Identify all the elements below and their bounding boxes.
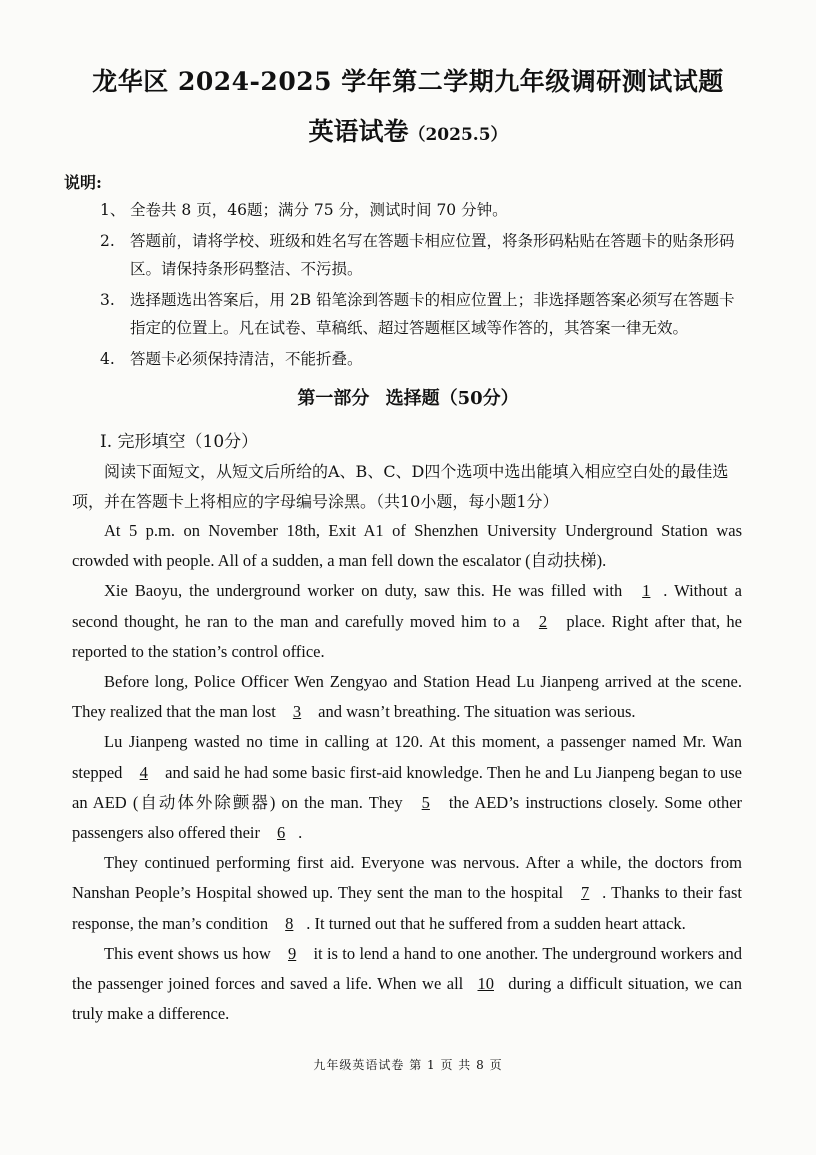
note-item <box>100 286 750 342</box>
page-footer: 九年级英语试卷 第 1 页 共 8 页 <box>313 1058 503 1072</box>
paragraph-3: Before long, Police Officer Wen Zengyao and Station Head Lu Jianpeng arrived at the scene. They realized that the man lost 3 and wasn’t breathing. The situation was serious. <box>72 667 742 727</box>
subject-name: 英语试卷 <box>308 117 409 146</box>
note-item <box>100 196 750 224</box>
note-number: 3. <box>100 291 115 309</box>
note-text: 答题卡必须保持清洁，不能折叠。 <box>130 350 363 368</box>
blank-3: 3 <box>292 702 302 722</box>
blank-4: 4 <box>139 762 148 782</box>
note-text: 答题前，请将学校、班级和姓名写在答题卡相应位置，将条形码粘贴在答题卡的贴条形码区。请保持条形码整洁、不污损。 <box>130 232 735 278</box>
paragraph-4: Lu Jianpeng wasted no time in calling at 120. At this moment, a passenger named Mr. Wan stepped 4 and said he had some basic first-aid knowledge. Then he and Lu Jianpeng began to use an AED (自动体外除颤器) on the man. They 5 the AED’s instructions closely. Some other passengers also offered their 6 . <box>72 727 742 848</box>
paragraph-5: They continued performing first aid. Everyone was nervous. After a while, the doctors from Nanshan People’s Hospital showed up. They sent the man to the hospital 7 . Thanks to their fast response, the man’s condition 8 . It turned out that he suffered from a sudden heart attack. <box>72 848 742 939</box>
blank-1: 1 <box>642 581 651 601</box>
blank-10: 10 <box>477 974 494 994</box>
section-heading: I. 完形填空（10分） <box>100 432 259 452</box>
part-heading: 第一部分 选择题（50分） <box>297 388 519 409</box>
notes-list <box>100 196 750 376</box>
note-text: 全卷共 8 页，46题；满分 75 分，测试时间 70 分钟。 <box>130 201 508 219</box>
section-instructions: 阅读下面短文，从短文后所给的A、B、C、D四个选项中选出能填入相应空白处的最佳选项，并在答题卡上将相应的字母编号涂黑。（共10小题，每小题1分） <box>72 462 729 511</box>
note-number: 4. <box>100 350 115 368</box>
paragraph-1: At 5 p.m. on November 18th, Exit A1 of Shenzhen University Underground Station was crowded with people. All of a sudden, a man fell down the escalator (自动扶梯). <box>72 521 742 571</box>
notes-heading: 说明: <box>64 173 102 192</box>
exam-date: （2025.5） <box>408 125 508 145</box>
note-item <box>100 227 750 283</box>
note-number: 1、 <box>100 201 126 219</box>
exam-title: 龙华区 2024-2025 学年第二学期九年级调研测试试题 <box>92 67 724 96</box>
note-number: 2. <box>100 232 115 250</box>
blank-5: 5 <box>421 792 430 812</box>
blank-2: 2 <box>538 611 548 631</box>
note-item <box>100 345 750 373</box>
blank-8: 8 <box>285 913 294 933</box>
paragraph-2: Xie Baoyu, the underground worker on duty, saw this. He was filled with 1 . Without a second thought, he ran to the man and carefully moved him to a 2 place. Right after that, he reported to the station’s control office. <box>72 576 742 667</box>
blank-9: 9 <box>287 943 297 963</box>
exam-subtitle <box>0 112 816 148</box>
blank-6: 6 <box>277 823 286 843</box>
note-text: 选择题选出答案后，用 2B 铅笔涂到答题卡的相应位置上；非选择题答案必须写在答题卡指定的位置上。凡在试卷、草稿纸、超过答题框区域等作答的，其答案一律无效。 <box>130 291 735 337</box>
blank-7: 7 <box>581 883 590 903</box>
cloze-passage <box>72 516 742 1029</box>
paragraph-6: This event shows us how 9 it is to lend a hand to one another. The underground workers and the passenger joined forces and saved a life. When we all 10 during a difficult situation, we can truly make a difference. <box>72 939 742 1030</box>
